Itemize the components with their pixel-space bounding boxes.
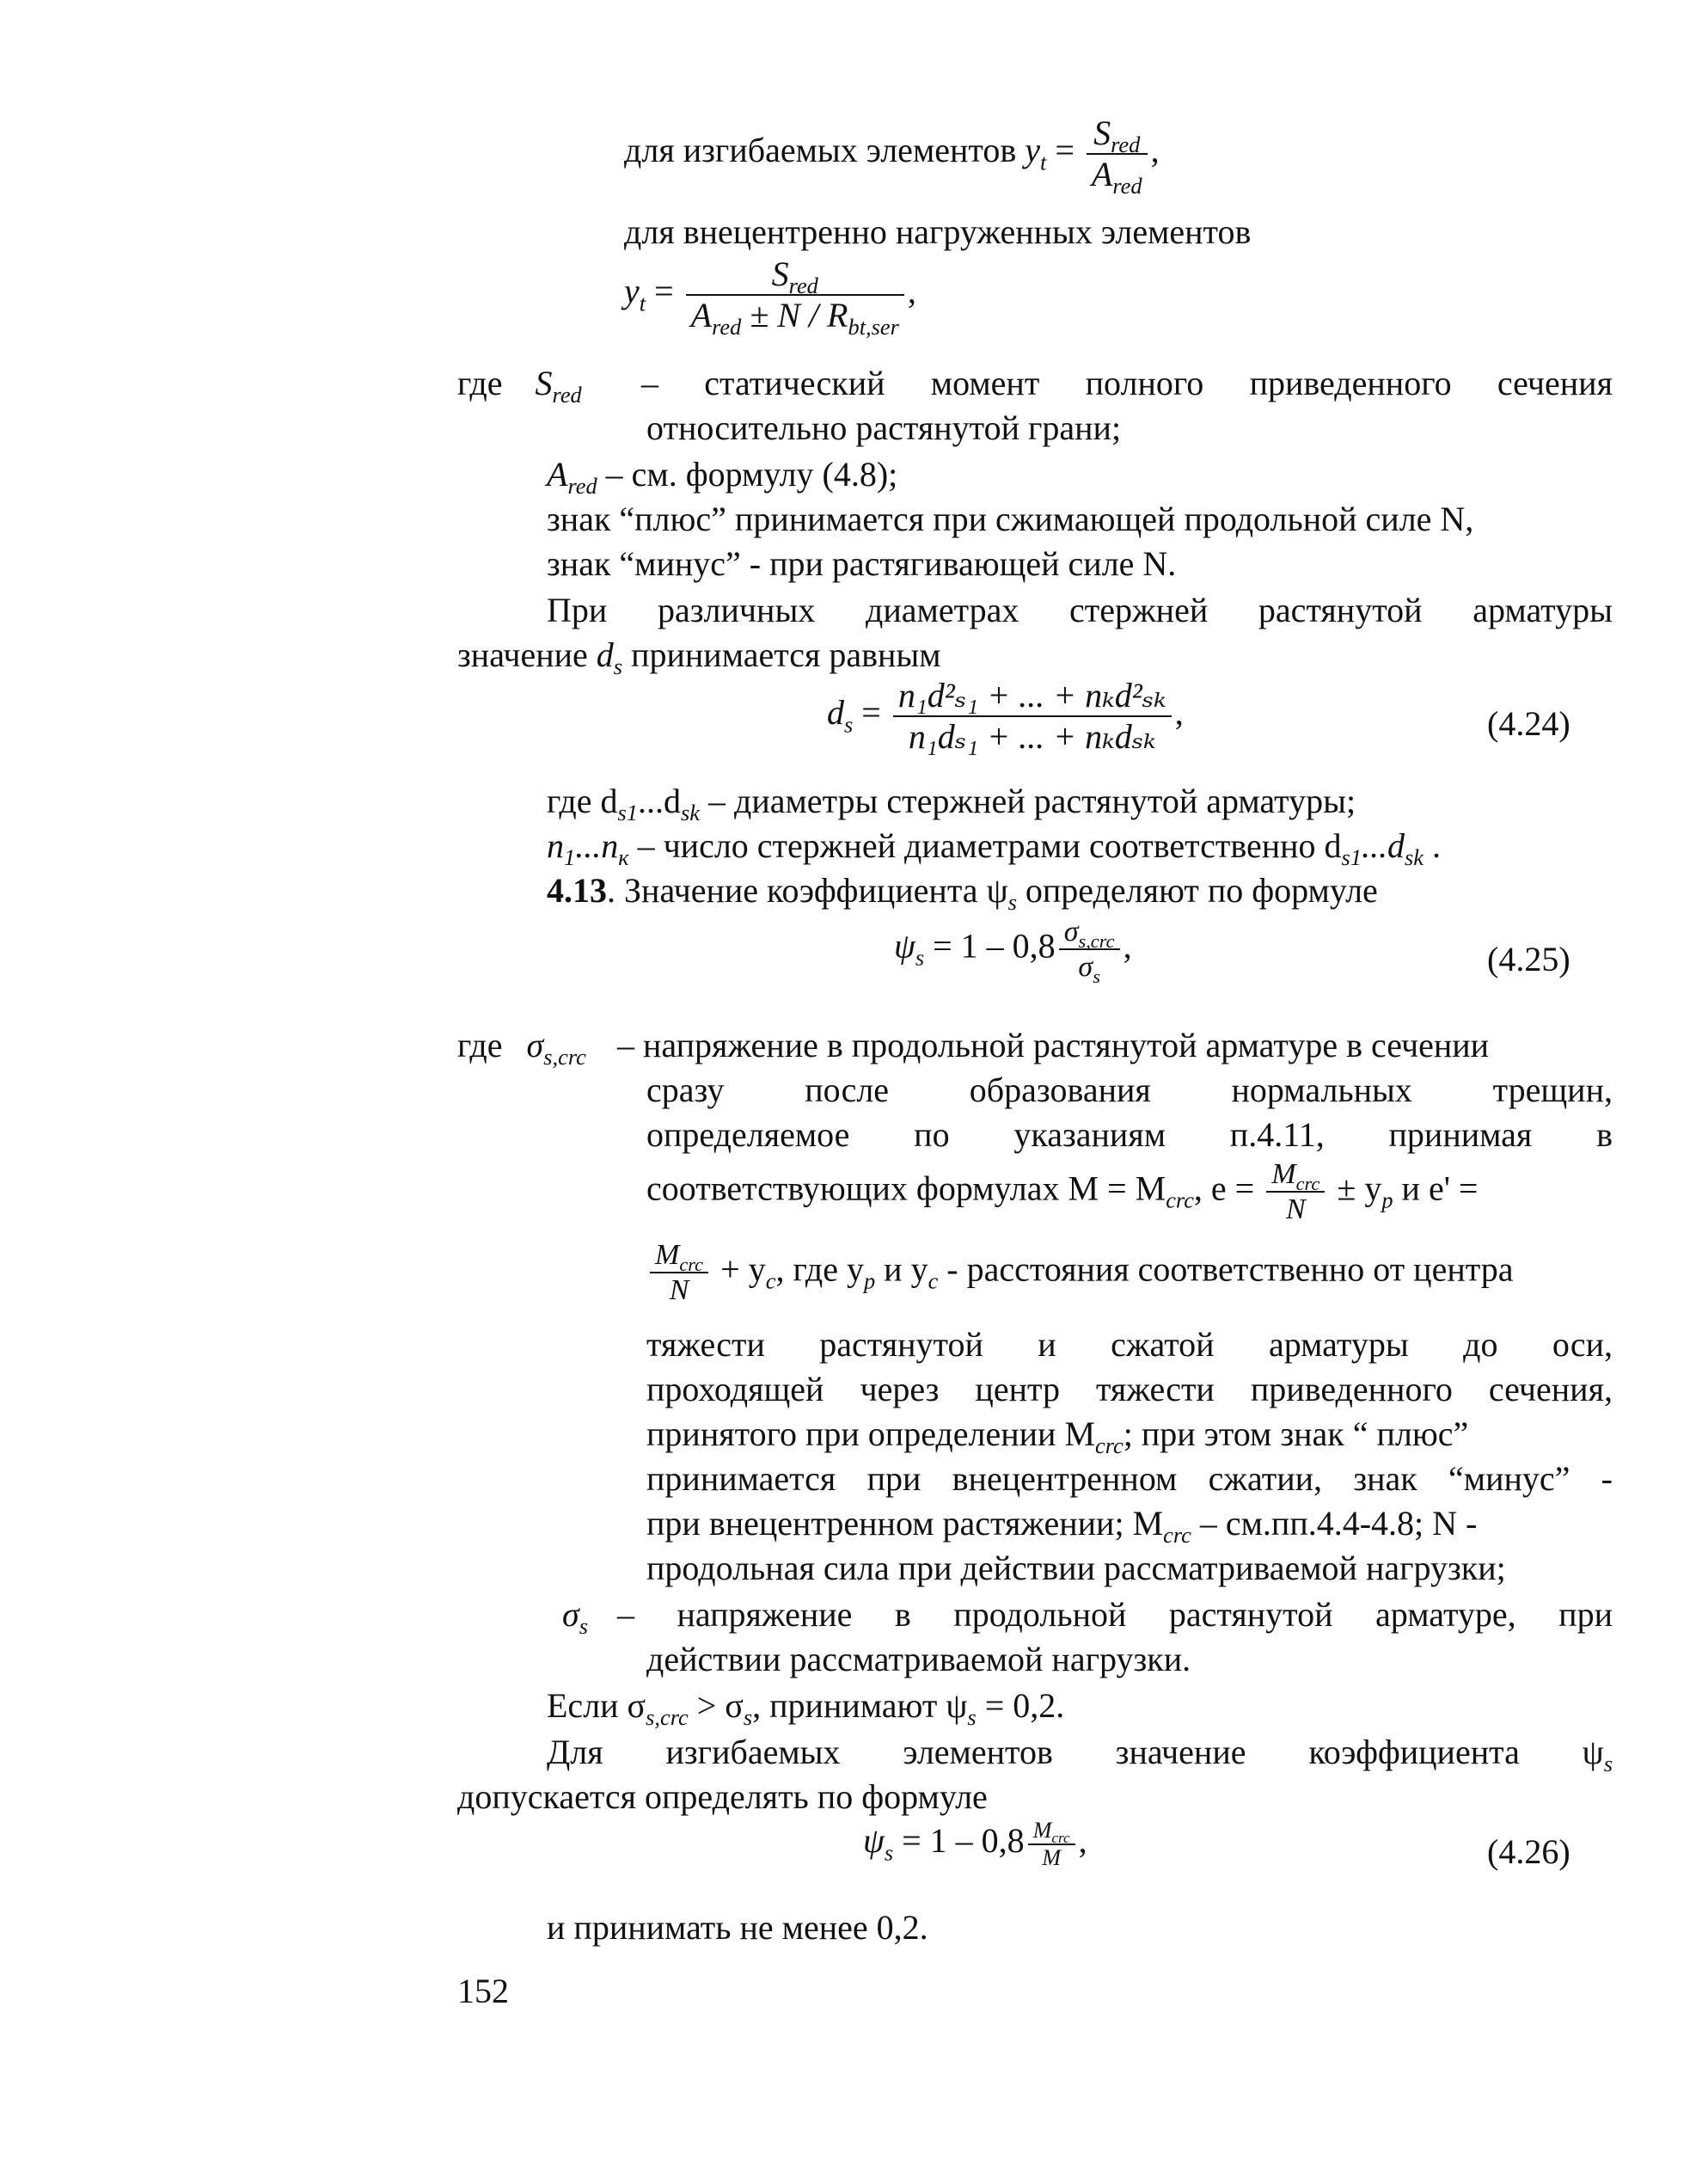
yc-subscript: c (928, 1267, 939, 1294)
yt-symbol: y (624, 272, 640, 311)
sred-symbol: S (771, 255, 789, 293)
equals-sign: = (646, 272, 683, 311)
ds-symbol: d (596, 635, 614, 674)
final-line (547, 1905, 928, 1951)
ds1-subscript: s1 (617, 800, 638, 826)
minus-sign-text: знак “минус” - при растягивающей силе N. (547, 544, 1177, 583)
section-text: . Значение коэффициента ψ (607, 871, 1008, 910)
yt-subscript: t (1040, 149, 1047, 175)
mcrc-symbol: M (1032, 1818, 1052, 1843)
sred-over-ared-fraction (1087, 113, 1148, 199)
diameter-fraction (893, 676, 1172, 757)
eccentric-label (624, 210, 1251, 255)
diameter-denominator: n₁dₛ₁ + ... + nₖdₛₖ (908, 717, 1156, 756)
yc-subscript: c (765, 1267, 776, 1294)
diameters-definition: – диаметры стержней растянутой арматуры; (699, 782, 1356, 820)
sigma-def-line8 (646, 1412, 1468, 1457)
ared-subscript: red (1112, 173, 1142, 199)
mcrc-subscript: crc (1295, 1172, 1320, 1194)
reference-text: – см.пп.4.4-4.8; N - (1191, 1504, 1478, 1543)
sigma-def-text: проходящей через центр тяжести приведенного сечения, (646, 1370, 1613, 1408)
rbtser-subscript: bt,ser (848, 314, 899, 340)
diameter-numerator: n₁d²ₛ₁ + ... + nₖd²ₛₖ (893, 676, 1172, 717)
section-text-end: определяют по формуле (1016, 871, 1378, 910)
sigma-symbol: σ (526, 1026, 544, 1064)
plus-minus-yp: ± y (1328, 1169, 1382, 1208)
diameters-text: При различных диаметрах стержней растянутой арматуры (547, 591, 1613, 629)
mcrc-subscript: crc (1095, 1432, 1124, 1459)
mcrc-over-m-fraction (1028, 1818, 1075, 1871)
n-over-r-term: ± N / R (741, 296, 848, 334)
yt-subscript: t (639, 290, 646, 316)
sigma-def-line10 (646, 1501, 1477, 1547)
period: . (1424, 826, 1441, 865)
equation-number: (4.25) (1487, 940, 1570, 979)
sred-symbol: S (535, 364, 553, 402)
yp-subscript: p (863, 1267, 876, 1294)
sigma-s-subscript: s (579, 1613, 589, 1640)
sigma-def-line9 (646, 1457, 1613, 1502)
plus-sign-note: ; при этом знак “ плюс” (1123, 1414, 1469, 1453)
mcrc-subscript: crc (679, 1253, 704, 1275)
eccentric-formula-line (624, 255, 916, 340)
equation-4-26: $\psi_s = 1 - 0,8$ $\frac{M_{crc}}{M}$ , (863, 1818, 1087, 1870)
where-n-line (547, 824, 1441, 869)
sigma-def-text: тяжести растянутой и сжатой арматуры до оси, (646, 1325, 1613, 1364)
plus-sign-line (547, 497, 1473, 543)
mcrc-subscript: crc (1166, 1187, 1194, 1213)
sigma-s-def-line2 (646, 1637, 1191, 1683)
distances-text: - расстояния соответственно от центра (938, 1249, 1514, 1289)
where-yp: , где y (775, 1249, 864, 1289)
equation-4-26-number (1487, 1830, 1570, 1875)
ds1-subscript: s1 (1341, 844, 1362, 871)
number-of-bars-text: – число стержней диаметрами соответственно d (628, 826, 1342, 865)
yt-symbol: y (1025, 131, 1041, 170)
comma: , (1150, 131, 1160, 170)
take-psi: , принимают ψ (752, 1686, 968, 1725)
psi-subscript: s (967, 1704, 977, 1731)
sred-definition-cont: относительно растянутой грани; (646, 408, 1122, 447)
n-symbol: N (669, 1274, 689, 1307)
yp-subscript: p (1381, 1187, 1393, 1213)
sigma-s-label (562, 1592, 588, 1638)
equation-4-24-number: (4.24) (1487, 704, 1570, 743)
sigma-def-text: определяемое по указаниям п.4.11, принимая в (646, 1115, 1613, 1154)
ared-symbol: A (1091, 155, 1113, 193)
mcrc-symbol: M (655, 1239, 680, 1271)
ellipsis-d: ...d (638, 782, 681, 820)
dsk-subscript: sk (681, 800, 700, 826)
dsk-symbol: ...d (1362, 826, 1405, 865)
equals-sign: = (1046, 131, 1083, 170)
psi-subscript: s (1603, 1751, 1613, 1777)
bending-formula-line (624, 113, 1160, 199)
equation-4-24: $d_s$ = $\frac{\text{n₁d²ₛ₁ + ... + nₖd²ₛₖ}}{\text{n₁dₛ₁ + ... + nₖdₛₖ}}$ , (827, 676, 1184, 756)
n1-symbol: n (547, 826, 564, 865)
sigma-fraction (1059, 915, 1120, 987)
ared-subscript: red (567, 473, 597, 500)
sigma-symbol: σ (1078, 951, 1093, 984)
bending-paragraph-line2 (457, 1775, 988, 1820)
ared-subscript: red (712, 314, 742, 340)
nk-symbol: ...n (575, 826, 619, 865)
coefficient-expression: = 1 – 0,8 (893, 1821, 1025, 1861)
sigma-def-text: принятого при определении M (646, 1414, 1096, 1453)
greater-sigma: > σ (688, 1686, 744, 1725)
ared-text: – см. формулу (4.8); (597, 455, 898, 494)
equation-number: (4.26) (1487, 1832, 1570, 1871)
ds-subscript: s (613, 653, 623, 680)
sigma-s-def-text: действии рассматриваемой нагрузки. (646, 1640, 1191, 1678)
sred-subscript: red (1111, 132, 1141, 158)
sred-subscript: red (552, 382, 582, 408)
coefficient-expression: = 1 – 0,8 (924, 926, 1056, 966)
sigma-def-text: принимается при внецентренном сжатии, знак “минус” - (646, 1459, 1613, 1498)
bending-paragraph-cont: допускается определять по формуле (457, 1777, 988, 1816)
sigma-scrc-subscript: s,crc (1078, 929, 1115, 952)
where-ds-text: где d (547, 782, 618, 820)
minus-sign-line (547, 542, 1176, 587)
equals-value: = 0,2. (976, 1686, 1065, 1725)
diameters-paragraph-line1 (547, 588, 1613, 634)
if-text: Если σ (547, 1686, 646, 1725)
sigma-def-line3 (646, 1113, 1613, 1158)
where-word: где (457, 364, 503, 402)
sigma-def-text: сразу после образования нормальных трещин, (646, 1071, 1613, 1109)
where-sred-label (457, 361, 582, 407)
e-equals: , e = (1193, 1169, 1264, 1208)
where-ds-line (547, 779, 1356, 825)
sigma-def-text: – напряжение в продольной растянутой арматуре в сечении (617, 1026, 1490, 1064)
sigma-symbol: σ (1063, 916, 1079, 948)
n-symbol: N (1285, 1193, 1306, 1226)
page-number-text: 152 (457, 1972, 509, 2010)
n1-subscript: 1 (564, 844, 576, 871)
sigma-symbol: σ (562, 1595, 579, 1634)
psi-symbol: ψ (894, 926, 915, 966)
and-yc: и y (875, 1249, 928, 1289)
dsk-subscript: sk (1405, 844, 1424, 871)
sred-symbol: S (1093, 113, 1111, 152)
sigma-s-subscript: s (1093, 965, 1100, 987)
ared-symbol: A (690, 296, 713, 334)
section-number: 4.13 (547, 871, 607, 910)
comma: , (907, 272, 916, 311)
if-condition-line (547, 1684, 1064, 1729)
ared-line (547, 452, 897, 498)
bending-paragraph-text: Для изгибаемых элементов значение коэффициента ψ (547, 1733, 1604, 1771)
sigma-s-def-text: – напряжение в продольной растянутой арматуре, при (617, 1595, 1613, 1634)
equation-number: 4.24 (1498, 704, 1559, 743)
mcrc-subscript: crc (1051, 1830, 1070, 1846)
where-word: где (457, 1026, 503, 1064)
taken-equal-text: принимается равным (622, 635, 941, 674)
ds-subscript: s (844, 711, 854, 738)
sigma-s-def-line1 (617, 1592, 1613, 1638)
sigma-def-line7 (646, 1367, 1613, 1413)
final-text: и принимать не менее 0,2. (547, 1908, 928, 1947)
diameters-paragraph-line2 (457, 633, 941, 678)
and-e-prime: и e' = (1393, 1169, 1479, 1208)
sred-definition-text: – статический момент полного приведенного сечения (641, 364, 1613, 402)
sigma-def-text: соответствующих формулах M = M (646, 1169, 1166, 1208)
m-symbol: M (1042, 1844, 1061, 1870)
ared-symbol: A (547, 455, 568, 494)
sigma-s-subscript: s (743, 1704, 753, 1731)
page-number (457, 1969, 509, 2015)
section-4-13-line (547, 868, 1378, 914)
psi-subscript: s (884, 1839, 894, 1866)
ds-symbol: d (827, 693, 844, 733)
mcrc-symbol: M (1271, 1158, 1296, 1190)
bending-paragraph-line1 (547, 1730, 1613, 1776)
sred-subscript: red (788, 273, 818, 299)
psi-subscript: s (1007, 889, 1017, 916)
mcrc-over-n-fraction (650, 1238, 708, 1307)
sigma-def-text: продольная сила при действии рассматриваемой нагрузки; (646, 1549, 1506, 1587)
sigma-scrc-subscript: s,crc (646, 1704, 689, 1731)
equation-4-25-number (1487, 937, 1570, 983)
sigma-def-line6 (646, 1322, 1613, 1368)
plus-sign-text: знак “плюс” принимается при сжимающей продольной силе N, (547, 500, 1474, 538)
mcrc-over-n-fraction (1266, 1157, 1325, 1226)
sigma-def-line1 (617, 1023, 1489, 1069)
sigma-def-line11 (646, 1546, 1506, 1592)
value-word: значение (457, 635, 597, 674)
psi-subscript: s (915, 944, 925, 971)
eccentric-fraction (686, 255, 904, 340)
psi-symbol: ψ (863, 1821, 885, 1861)
sred-definition-line1 (641, 361, 1613, 407)
bending-label: для изгибаемых элементов (624, 131, 1026, 170)
equation-4-25: $\psi_s = 1 - 0,8$ $\frac{\sigma_{s,crc}}{\sigma_s}$ , (894, 916, 1132, 987)
sigma-def-line5 (646, 1238, 1513, 1307)
mcrc-subscript: crc (1163, 1522, 1191, 1549)
where-sigma-label (457, 1023, 586, 1069)
sigma-scrc-subscript: s,crc (543, 1044, 586, 1071)
nk-subscript: к (618, 844, 629, 871)
sigma-def-line4 (646, 1157, 1478, 1226)
sred-definition-line2 (646, 406, 1121, 451)
sigma-def-line2 (646, 1068, 1613, 1113)
eccentric-text: для внецентренно нагруженных элементов (624, 212, 1252, 251)
sigma-def-text: при внецентренном растяжении; M (646, 1504, 1164, 1543)
plus-yc: + y (712, 1249, 766, 1289)
